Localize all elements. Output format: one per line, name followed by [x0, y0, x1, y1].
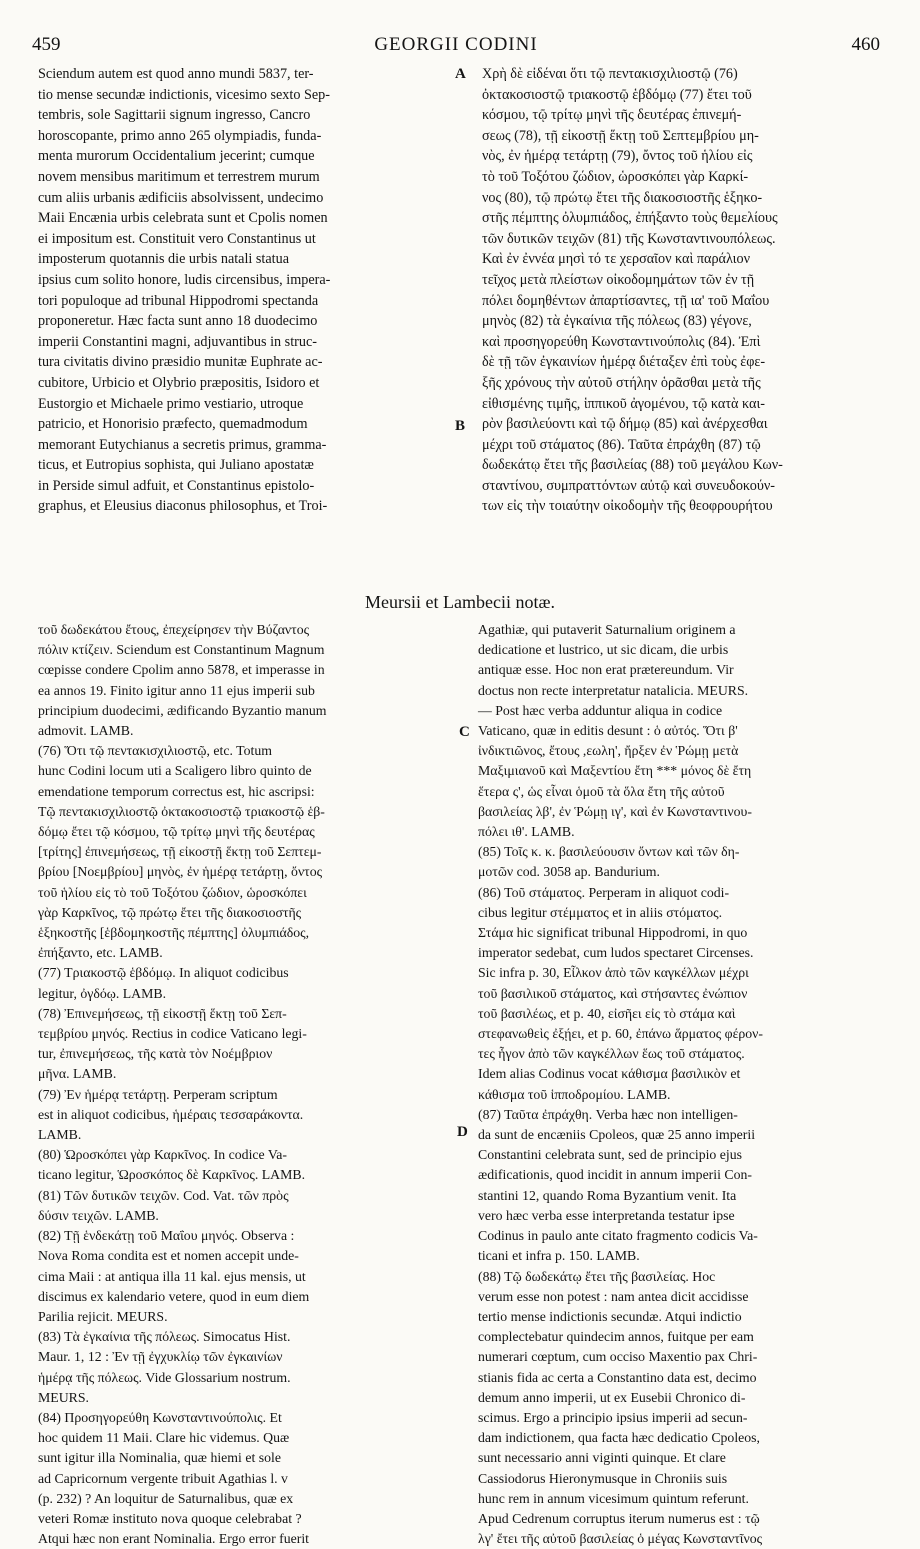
text-line: Eustorgio et Michaele primo vestiario, utroque: [38, 395, 304, 412]
note-line: Cassiodorus Hieronymusque in Chroniis suis: [478, 1470, 728, 1486]
note-line: (87) Ταῦτα ἐπράχθη. Verba hæc non intelligen-: [478, 1106, 738, 1122]
note-line: doctus non recte interpretatur natalicia. MEURS.: [478, 682, 749, 698]
note-line: numerari cœptum, cum occiso Maxentio pax Chri-: [478, 1349, 758, 1365]
note-line: δύσιν τειχῶν. LAMB.: [38, 1207, 159, 1223]
text-line: τῶν δυτικῶν τειχῶν (81) τῆς Κωνσταντινουπόλεως.: [482, 230, 776, 247]
note-line: (80) Ὡροσκόπει γὰρ Καρκῖνος. In codice Va-: [38, 1147, 288, 1163]
note-line: hunc rem in annum vicesimum quintum referunt.: [478, 1490, 749, 1506]
note-line: (85) Τοῖς κ. κ. βασιλεύουσιν ὄντων καὶ τῶν δη-: [478, 844, 740, 860]
note-line: legitur, ὀγδόῳ. LAMB.: [38, 985, 167, 1001]
note-line: ἐπήξαντο, etc. LAMB.: [38, 945, 163, 961]
greek-text-column: [482, 64, 882, 594]
margin-letter-a: A: [455, 66, 466, 82]
note-line: δόμῳ ἔτει τῷ κόσμου, τῷ τρίτῳ μηνὶ τῆς δευτέρας: [38, 824, 315, 840]
note-line: imperator sedebat, cum ludos spectaret Circenses.: [478, 945, 754, 961]
text-line: νος (80), τῷ πρώτῳ ἔτει τῆς διακοσιοστῆς ἑξηκο-: [482, 189, 763, 206]
note-line: Agathiæ, qui putaverit Saturnalium originem a: [478, 622, 736, 637]
text-line: σταντίνου, συμπραττόντων αὐτῷ καὶ συνευδοκούν-: [482, 477, 776, 494]
note-line: Sic infra p. 30, Εἶλκον ἀπὸ τῶν καγκέλλων μέχρι: [478, 965, 749, 981]
note-line: Atqui hæc non erant Nominalia. Ergo error fuerit: [38, 1531, 310, 1547]
note-line: scimus. Ergo a principio ipsius imperii ad secun-: [478, 1409, 748, 1425]
page-header: [32, 34, 880, 60]
note-line: λγ' ἔτει τῆς αὐτοῦ βασιλείας ὁ μέγας Κωνσταντῖνος: [478, 1531, 763, 1547]
note-line: LAMB.: [38, 1127, 82, 1143]
note-line: τοῦ βασιλέως, et p. 40, εἰσῆει εἰς τὸ στάμα καὶ: [478, 1005, 736, 1021]
note-line: antiquæ esse. Hoc non erat prætereundum. Vir: [478, 662, 734, 678]
text-line: proponeretur. Hæc facta sunt anno 18 duodecimo: [38, 313, 318, 330]
note-line: τες ἦγον ἀπὸ τῶν καγκέλλων ἕως τοῦ στάματος.: [478, 1046, 745, 1062]
note-line: Maur. 1, 12 : Ἐν τῇ ἐγχυκλίῳ τῶν ἐγκαινίων: [38, 1349, 283, 1365]
note-line: στεφανωθεὶς ἐξῄει, et p. 60, ἐπάνω ἅρματος φέρον-: [478, 1026, 763, 1042]
note-line: hunc Codini locum uti a Scaligero libro quinto de: [38, 763, 312, 779]
text-line: tori populoque ad tribunal Hippodromi spectanda: [38, 292, 319, 309]
text-line: σεως (78), τῇ εἰκοστῇ ἕκτῃ τοῦ Σεπτεμβρίου μη-: [482, 127, 759, 144]
note-line: ticani et infra p. 150. LAMB.: [478, 1248, 640, 1264]
note-line: dedicatione et lustrico, ut sic dicam, die urbis: [478, 642, 729, 658]
text-line: εἰθισμένης τιμῆς, ἱππικοῦ ἀγομένου, τῷ κατὰ και-: [482, 395, 766, 412]
text-line: tura civitatis divino præsidio munitæ Euphrate ac-: [38, 354, 323, 371]
text-line: cubitore, Urbicio et Olybrio præpositis, Isidoro et: [38, 374, 320, 391]
note-line: (84) Προσηγορεύθη Κωνσταντινούπολις. Et: [38, 1409, 282, 1425]
text-line: μηνὸς (82) τὰ ἐγκαίνια τῆς πόλεως (83) γέγονε,: [482, 313, 752, 330]
note-line: (p. 232) ? An loquitur de Saturnalibus, quæ ex: [38, 1490, 294, 1506]
text-line: δὲ τῇ τῶν ἐγκαινίων ἡμέρᾳ διέταξεν ἐπὶ τοὺς ἐφε-: [482, 354, 766, 371]
note-line: βρίου [Νοεμβρίου] μηνὸς, ἐν ἡμέρᾳ τετάρτῃ, ὄντος: [38, 864, 323, 880]
note-line: sunt necessario anni viginti quinque. Et clare: [478, 1450, 726, 1466]
note-line: MEURS.: [38, 1389, 89, 1405]
notes-right-column: [478, 620, 886, 1547]
text-line: ὀκτακοσιοστῷ τριακοστῷ ἑβδόμῳ (77) ἔτει τοῦ: [482, 86, 752, 103]
note-line: stantini 12, quando Roma Byzantium venit. Ita: [478, 1187, 737, 1203]
note-line: (86) Τοῦ στάματος. Perperam in aliquot codi-: [478, 884, 730, 900]
text-line: memorant Eutychianus a secretis primus, gramma-: [38, 436, 327, 453]
note-line: ἡμέρᾳ τῆς πόλεως. Vide Glossarium nostrum.: [38, 1369, 291, 1385]
note-line: (78) Ἐπινεμήσεως, τῇ εἰκοστῇ ἕκτῃ τοῦ Σεπ-: [38, 1005, 287, 1021]
note-line: principium duodecimi, ædificando Byzantio manum: [38, 702, 327, 718]
text-line: Maii Encænia urbis celebrata sunt et Cpolis nomen: [38, 210, 328, 227]
text-line: δωδεκάτῳ ἔτει τῆς βασιλείας (88) τοῦ μεγάλου Κων-: [482, 457, 783, 474]
text-line: Sciendum autem est quod anno mundi 5837, ter-: [38, 66, 314, 82]
text-line: ticus, et Eutropius sophista, qui Juliano apostatæ: [38, 457, 314, 474]
note-line: πόλει ιθ'. LAMB.: [478, 824, 575, 840]
note-line: γὰρ Καρκῖνος, τῷ πρώτῳ ἔτει τῆς διακοσιοστῆς: [38, 904, 302, 920]
note-line: (82) Τῇ ἑνδεκάτῃ τοῦ Μαΐου μηνός. Observa :: [38, 1228, 295, 1244]
note-line: da sunt de encæniis Cpoleos, quæ 25 anno imperii: [478, 1127, 756, 1143]
text-line: ipsius cum solito honore, ludis circensibus, impera-: [38, 271, 331, 288]
text-line: καὶ προσηγορεύθη Κωνσταντινούπολις (84). Ἐπὶ: [482, 333, 761, 350]
note-line: ad Capricornum vergente tribuit Agathias l. v: [38, 1470, 288, 1486]
page-number-left: 459: [32, 34, 61, 55]
text-line: cum aliis urbanis ædificiis absolvissent, undecimo: [38, 189, 324, 206]
text-line: ρὸν βασιλεύοντι καὶ τῷ δήμῳ (85) καὶ ἀνέρχεσθαι: [482, 416, 768, 433]
note-line: admovit. LAMB.: [38, 723, 134, 739]
note-line: est in aliquot codicibus, ἡμέραις τεσσαράκοντα.: [38, 1106, 304, 1122]
running-title: GEORGII CODINI: [374, 34, 538, 55]
latin-text-column: [38, 64, 452, 594]
text-line: tio mense secundæ indictionis, vicesimo sexto Sep-: [38, 86, 330, 103]
page-number-right: 460: [851, 34, 880, 55]
text-line: novem mensibus maritimum et terrestrem murum: [38, 168, 320, 185]
note-line: cima Maii : at antiqua illa 11 kal. ejus mensis, ut: [38, 1268, 306, 1284]
note-line: veteri Romæ instituto nova quoque celebrabat ?: [38, 1510, 302, 1526]
note-line: demum anno imperii, ut ex Eusebii Chronico di-: [478, 1389, 746, 1405]
note-line: (79) Ἐν ἡμέρᾳ τετάρτῃ. Perperam scriptum: [38, 1086, 278, 1102]
text-line: Καὶ ἐν ἐννέα μησὶ τό τε χερσαῖον καὶ παράλιον: [482, 251, 750, 268]
note-line: Apud Cedrenum corruptus iterum numerus est : τῷ: [478, 1510, 760, 1526]
note-line: dam indictionem, qua facta hæc dedicatio Cpoleos,: [478, 1430, 760, 1446]
note-line: ea annos 19. Finito igitur anno 11 ejus imperii sub: [38, 682, 315, 698]
note-line: tertio mense indictionis secundæ. Atqui indictio: [478, 1308, 742, 1324]
notes-left-column: [38, 620, 454, 1547]
note-line: Τῷ πεντακισχιλιοστῷ ὀκτακοσιοστῷ τριακοστῷ ἑβ-: [38, 803, 325, 819]
note-line: ἕτερα ς', ὡς εἶναι ὁμοῦ τὰ ὅλα ἔτη τῆς αὐτοῦ: [478, 783, 725, 799]
text-line: των εἰς τὴν τοιαύτην οἰκοδομὴν τῆς θεοφρουρήτου: [482, 498, 773, 515]
text-line: imposterum quotannis die urbis natali statua: [38, 251, 289, 268]
note-line: μοτῶν cod. 3058 ap. Bandurium.: [478, 864, 660, 880]
text-line: τεῖχος μετὰ πλείστων οἰκοδομημάτων τῶν ἐν τῇ: [482, 271, 755, 288]
note-line: — Post hæc verba adduntur aliqua in codice: [478, 702, 723, 718]
note-line: μῆνα. LAMB.: [38, 1066, 117, 1082]
text-line: ei impositum est. Constituit vero Constantinus ut: [38, 230, 316, 247]
note-line: (88) Τῷ δωδεκάτῳ ἔτει τῆς βασιλείας. Hoc: [478, 1268, 716, 1284]
note-line: tur, ἐπινεμήσεως, τῆς κατὰ τὸν Νοέμβριον: [38, 1046, 273, 1062]
note-line: vero hæc verba esse interpretanda testatur ipse: [478, 1207, 735, 1223]
text-line: imperii Constantini magni, adjuvantibus in struc-: [38, 333, 317, 350]
note-line: βασιλείας λβ', ἐν Ῥώμῃ ιγ', καὶ ἐν Κωνσταντινου-: [478, 803, 752, 819]
margin-letter-b: B: [455, 418, 466, 434]
note-line: ædificationis, quod incidit in annum imperii Con-: [478, 1167, 752, 1183]
notes-title: Meursii et Lambecii notæ.: [365, 592, 555, 612]
note-line: τοῦ βασιλικοῦ στάματος, καὶ στήσαντες ἐνώπιον: [478, 985, 748, 1001]
note-line: (77) Τριακοστῷ ἑβδόμῳ. In aliquot codicibus: [38, 965, 289, 981]
note-line: ἰνδικτιῶνος, ἔτους ,εωλη', ἤρξεν ἐν Ῥώμῃ μετὰ: [478, 743, 739, 759]
note-line: discimus ex kalendario vetere, quod in eum diem: [38, 1288, 310, 1304]
text-line: in Perside simul adfuit, et Constantinus epistolo-: [38, 477, 315, 494]
margin-letter-c: C: [459, 724, 470, 740]
note-line: verum esse non potest : nam antea dicit accidisse: [478, 1288, 749, 1304]
text-line: στῆς πέμπτης ὀλυμπιάδος, ἐπήξαντο τοὺς θεμελίους: [482, 210, 778, 227]
note-line: τεμβρίου μηνός. Rectius in codice Vaticano legi-: [38, 1026, 307, 1042]
note-line: Codinus in paulo ante citato fragmento codicis Va-: [478, 1228, 758, 1244]
note-line: (76) Ὅτι τῷ πεντακισχιλιοστῷ, etc. Totum: [38, 743, 272, 759]
note-line: hoc quidem 11 Maii. Clare hic videmus. Quæ: [38, 1430, 290, 1446]
note-line: ἑξηκοστῆς [ἑβδομηκοστῆς πέμπτης] ὀλυμπιάδος,: [38, 925, 310, 941]
text-line: ξῆς χρόνους τὴν αὐτοῦ στήλην ὁρᾶσθαι μετὰ τῆς: [482, 374, 761, 391]
note-line: Στάμα hic significat tribunal Hippodromi, in quo: [478, 925, 748, 941]
text-line: τὸ τοῦ Τοξότου ζώδιον, ὡροσκόπει γὰρ Καρκί-: [482, 168, 749, 185]
text-line: patricio, et Honorisio præfecto, quemadmodum: [38, 416, 308, 433]
note-line: Parilia rejicit. MEURS.: [38, 1308, 168, 1324]
note-line: cibus legitur στέμματος et in aliis στόματος.: [478, 904, 723, 920]
note-line: Nova Roma condita est et nomen accepit unde-: [38, 1248, 299, 1264]
note-line: Μαξιμιανοῦ καὶ Μαξεντίου ἔτη *** μόνος δὲ ἔτη: [478, 763, 752, 779]
text-line: μέχρι τοῦ στάματος (86). Ταῦτα ἐπράχθη (87) τῷ: [482, 436, 761, 453]
note-line: (81) Τῶν δυτικῶν τειχῶν. Cod. Vat. τῶν πρὸς: [38, 1187, 289, 1203]
note-line: κάθισμα τοῦ ἱπποδρομίου. LAMB.: [478, 1086, 671, 1102]
note-line: sunt igitur illa Nominalia, quæ hiemi et sole: [38, 1450, 281, 1466]
note-line: emendatione temporum correctus est, hic ascripsi:: [38, 783, 315, 799]
note-line: τοῦ δωδεκάτου ἔτους, ἐπεχείρησεν τὴν Βύζαντος: [38, 622, 310, 637]
note-line: cœpisse condere Cpolim anno 5878, et imperasse in: [38, 662, 325, 678]
text-line: graphus, et Eleusius diaconus philosophus, et Troi-: [38, 498, 328, 515]
note-line: complectebatur quindecim annos, fuitque per eam: [478, 1329, 754, 1345]
text-line: tembris, sole Sagittarii signum ingresso, Cancro: [38, 107, 311, 124]
note-line: τοῦ ἡλίου εἰς τὸ τοῦ Τοξότου ζώδιον, ὡροσκόπει: [38, 884, 307, 900]
note-line: (83) Τὰ ἐγκαίνια τῆς πόλεως. Simocatus Hist.: [38, 1329, 291, 1345]
note-line: stianis fida ac certa a Constantino data est, decimo: [478, 1369, 757, 1385]
margin-letter-d: D: [457, 1124, 468, 1140]
text-line: πόλει δομηθέντων ἀπαρτίσαντες, τῇ ια' τοῦ Μαΐου: [482, 292, 770, 309]
note-line: [τρίτης] ἐπινεμήσεως, τῇ εἰκοστῇ ἕκτῃ τοῦ Σεπτεμ-: [38, 844, 322, 860]
note-line: Constantini celebrata sunt, sed de principio ejus: [478, 1147, 742, 1163]
text-line: κόσμου, τῷ τρίτῳ μηνὶ τῆς δευτέρας ἐπινεμή-: [482, 107, 742, 124]
note-line: Idem alias Codinus vocat κάθισμα βασιλικὸν et: [478, 1066, 741, 1082]
text-line: νὸς, ἐν ἡμέρᾳ τετάρτῃ (79), ὄντος τοῦ ἡλίου εἰς: [482, 148, 753, 165]
text-line: horoscopante, primo anno 265 olympiadis, funda-: [38, 127, 322, 144]
text-line: menta murorum Occidentalium jecerint; cumque: [38, 148, 315, 165]
note-line: πόλιν κτίζειν. Sciendum est Constantinum Magnum: [38, 642, 325, 658]
note-line: ticano legitur, Ὡροσκόπος δὲ Καρκῖνος. LAMB.: [38, 1167, 306, 1183]
text-line: Χρὴ δὲ εἰδέναι ὅτι τῷ πεντακισχιλιοστῷ (76): [482, 66, 738, 82]
note-line: Vaticano, quæ in editis desunt : ὁ αὐτός. Ὅτι β': [478, 723, 738, 739]
